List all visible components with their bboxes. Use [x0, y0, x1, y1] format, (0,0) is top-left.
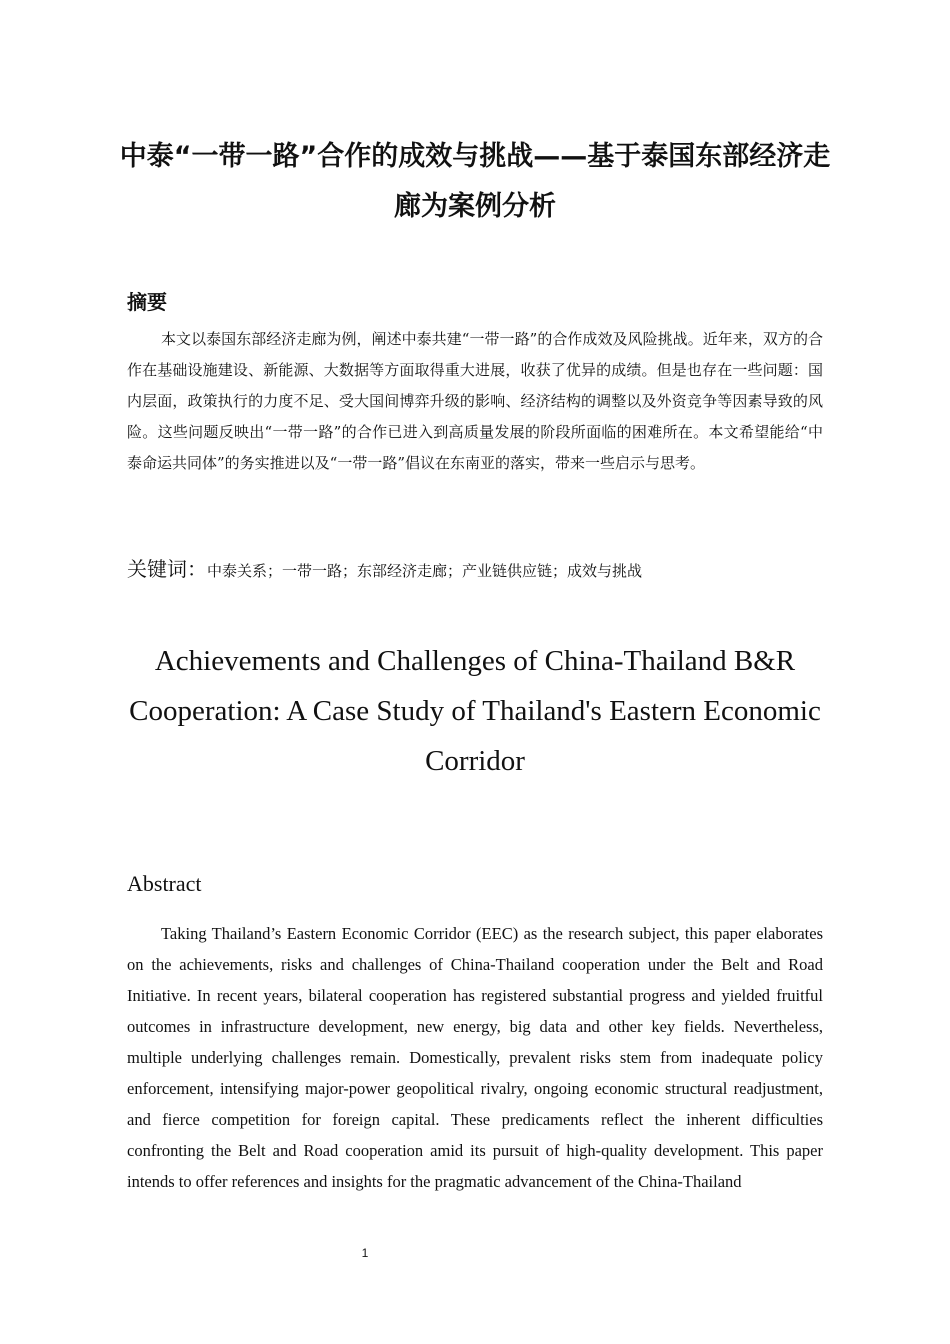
page-number: 1 [361, 1246, 369, 1260]
keywords-label: 关键词： [127, 557, 207, 581]
chinese-keywords [127, 553, 827, 582]
english-title: Achievements and Challenges of China-Thailand B&R Cooperation: A Case Study of Thailand's Eastern Economic Corridor [129, 645, 821, 777]
chinese-abstract-body: 本文以泰国东部经济走廊为例，阐述中泰共建“一带一路”的合作成效及风险挑战。近年来，双方的合作在基础设施建设、新能源、大数据等方面取得重大进展，收获了优异的成绩。但是也存在一些问题：国内层面，政策执行的力度不足、受大国间博弈升级的影响、经济结构的调整以及外资竞争等因素导致的风险。这些问题反映出“一带一路”的合作已进入到高质量发展的阶段所面临的困难所在。本文希望能给“中泰命运共同体”的务实推进以及“一带一路”倡议在东南亚的落实，带来一些启示与思考。 [127, 330, 823, 472]
keywords-values: 中泰关系；一带一路；东部经济走廊；产业链供应链；成效与挑战 [207, 562, 643, 580]
chinese-abstract-heading: 摘要 [127, 290, 167, 314]
chinese-title: 中泰“一带一路”合作的成效与挑战——基于泰国东部经济走廊为案例分析 [119, 141, 831, 222]
english-abstract-heading: Abstract [127, 871, 202, 896]
english-abstract-body: Taking Thailand’s Eastern Economic Corridor (EEC) as the research subject, this paper elaborates on the achievements, risks and challenges of China-Thailand cooperation under the Belt and Road Initiative. In recent years, bilateral cooperation has registered substantial progress and yielded fruitful outcomes in infrastructure development, new energy, big data and other key fields. Nevertheless, multiple underlying challenges remain. Domestically, prevalent risks stem from inadequate policy enforcement, intensifying major-power geopolitical rivalry, ongoing economic structural readjustment, and fierce competition for foreign capital. These predicaments reflect the inherent difficulties confronting the Belt and Road cooperation amid its pursuit of high-quality development. This paper intends to offer references and insights for the pragmatic advancement of the China-Thailand [127, 924, 823, 1191]
